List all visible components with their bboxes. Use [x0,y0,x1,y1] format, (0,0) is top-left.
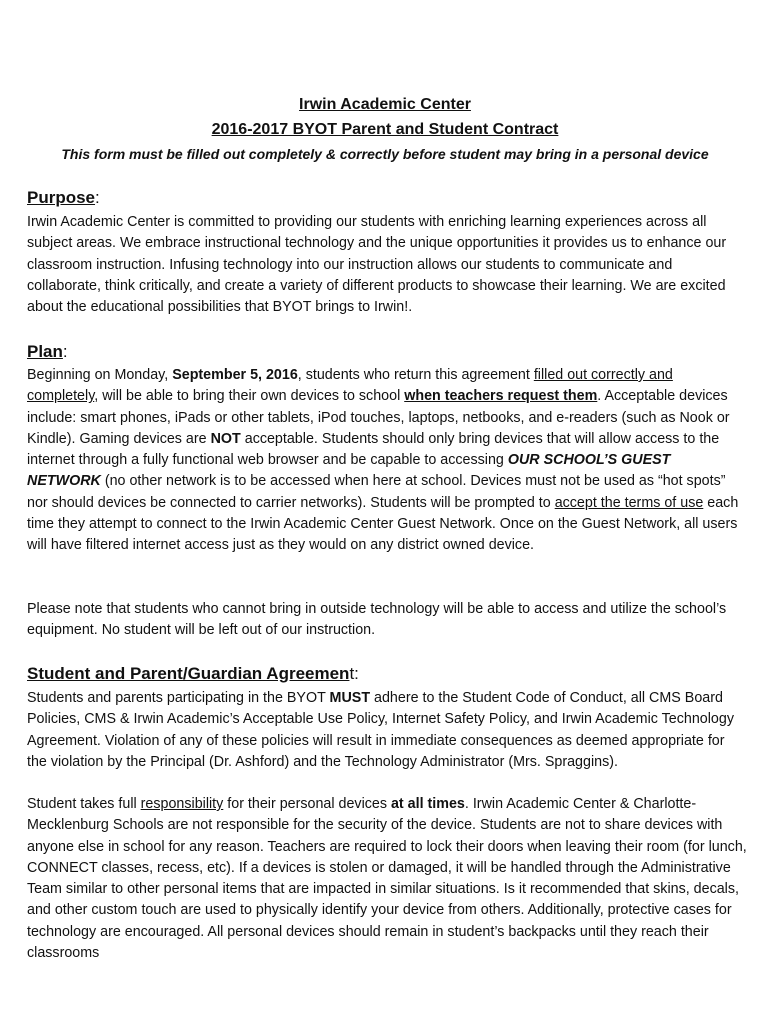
plan-heading [27,341,68,363]
purpose-heading [27,187,100,209]
plan-guest-network: OUR SCHOOL’S GUEST NETWORK [27,452,671,490]
agreement-paragraph-1 [27,688,747,773]
plan-text-a: Beginning on Monday, [27,367,173,383]
plan-filled-out-note: filled out correctly and completely [27,367,673,405]
agreement2-text-c: . Irwin Academic Center & Charlotte-Mecklenburg Schools are not responsible for the security of the device. Students are not to share devices with anyone else in school for any reason. Teachers are required to lock their doors when leaving their room (for lunch, CONNECT classes, recess, etc). If a devices is stolen or damaged, it will be handled through the Administrative Team similar to other personal items that are impacted in similar situations. Is it recommended that skins, decals, and other custom touch are used to physically identify your device from others. Additionally, protective cases for technology are encouraged. All personal devices should remain in student’s backpacks until they reach their classrooms [27,796,747,962]
plan-start-date: September 5, 2016 [172,367,298,383]
plan-not-emphasis: NOT [210,430,241,447]
agreement-responsibility: responsibility [140,796,224,812]
agreement2-text-a: Student takes full [27,796,141,812]
agreement-heading-suffix: t: [349,664,359,683]
agreement-text-b: adhere to the Student Code of Conduct, all CMS Board Policies, CMS & Irwin Academic’s Acceptable Use Policy, Internet Safety Policy, and Irwin Academic Technology Agreement. Violation of any of these policies will result in immediate consequences as deemed appropriate for the violation by the Principal (Dr. Ashford) and the Technology Administrator (Mrs. Spraggins). [27,690,734,770]
agreement-heading-text: Student and Parent/Guardian Agreemen [27,664,350,683]
plan-teacher-request-note: when teachers request them [404,388,598,405]
instruction-note: This form must be filled out completely & correctly before student may bring in a personal device [61,146,709,162]
plan-text-d: . Acceptable devices include: smart phones, iPads or other tablets, iPod touches, laptops, netbooks, and e-readers (such as Nook or Kindle). Gaming devices are [27,388,730,447]
agreement-paragraph-2 [27,794,747,964]
plan-heading-text: Plan [27,342,63,361]
contract-title: 2016-2017 BYOT Parent and Student Contract [211,121,559,138]
agreement-heading [27,663,359,685]
agreement2-text-b: for their personal devices [223,796,391,812]
plan-heading-suffix: : [62,342,68,361]
agreement-at-all-times: at all times [390,796,465,812]
plan-paragraph-1 [27,365,747,557]
plan-text-g: each time they attempt to connect to the Irwin Academic Center Guest Network. Once on the Guest Network, all users will have filtered internet access just as they would on any district owned device. [27,494,739,554]
plan-paragraph-2: Please note that students who cannot bring in outside technology will be able to access and utilize the school’s equipment. No student will be left out of our instruction. [27,601,727,639]
agreement-must: MUST [329,690,371,706]
agreement-text-a: Students and parents participating in the BYOT [27,690,330,706]
purpose-paragraph: Irwin Academic Center is committed to providing our students with enriching learning experiences across all subject areas. We embrace instructional technology and the unique opportunities it provides us to enhance our classroom instruction. Infusing technology into our instruction allows our students to communicate and collaborate, think critically, and create a variety of different products to showcase their learning. We are excited about the educational possibilities that BYOT brings to Irwin!. [27,214,727,316]
purpose-heading-text: Purpose [27,188,96,207]
plan-text-b: , students who return this agreement [297,367,534,383]
school-name: Irwin Academic Center [299,96,471,113]
plan-text-e: acceptable. Students should only bring devices that will allow access to the internet through a fully functional web browser and be capable to accessing [27,430,720,469]
purpose-heading-suffix: : [95,188,100,207]
plan-text-f: (no other network is to be accessed when here at school. Devices must not be used as “hot spots” nor should devices be connected to carrier networks). Students will be prompted to [27,473,726,511]
plan-text-c: , will be able to bring their own devices to school [94,388,405,405]
plan-terms-of-use: accept the terms of use [554,494,704,511]
